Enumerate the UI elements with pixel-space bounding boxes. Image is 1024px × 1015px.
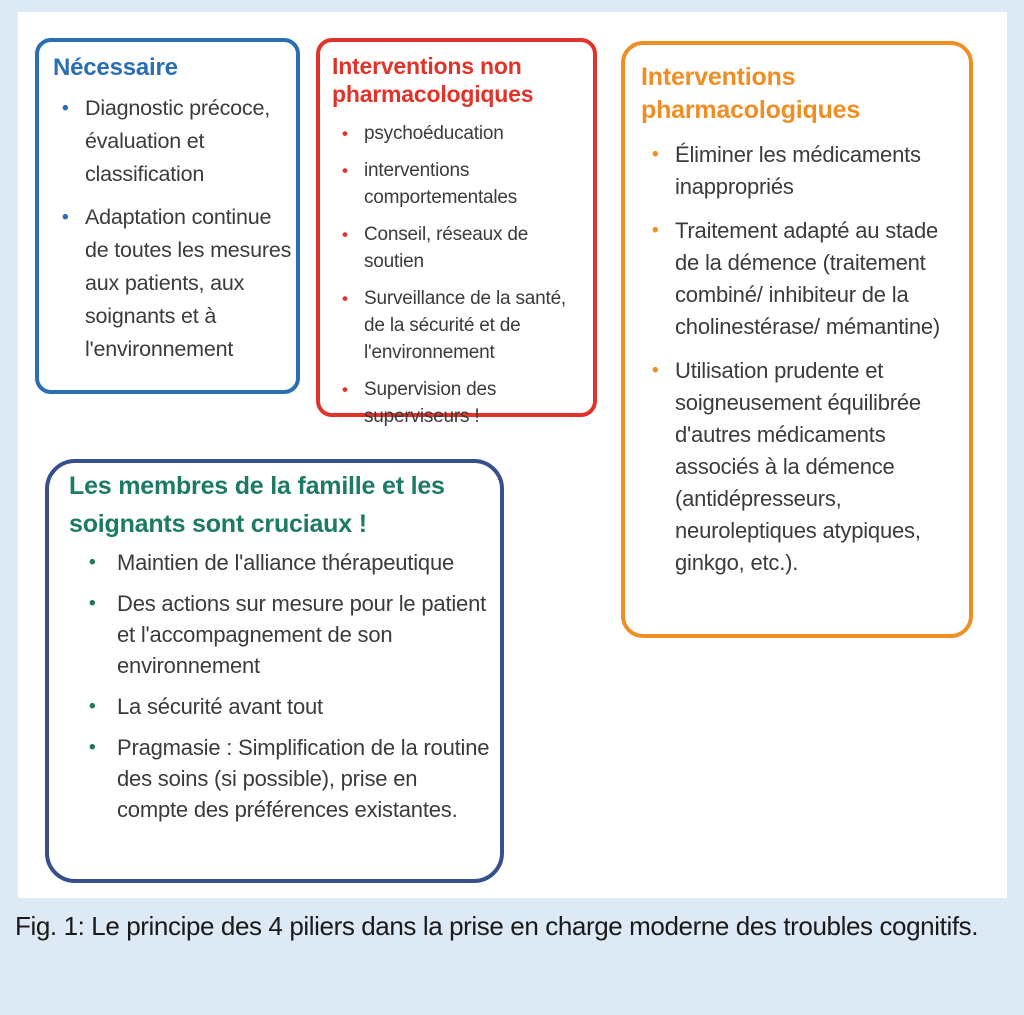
bullet-item: • Surveillance de la santé, de la sécurité et de l'environnement bbox=[330, 285, 591, 366]
pillar-box-pharmacological bbox=[621, 41, 973, 638]
pillar-box-non-pharmacological bbox=[316, 38, 597, 427]
bullet-item: • Conseil, réseaux de soutien bbox=[330, 221, 591, 275]
bullet-item: • Adaptation continue de toutes les mesures aux patients, aux soignants et à l'environnement bbox=[49, 201, 292, 366]
pillar-box-necessaire bbox=[35, 38, 300, 394]
pillar-title-necessaire: Nécessaire bbox=[53, 54, 178, 81]
pillar-bullet-list bbox=[67, 547, 492, 825]
bullet-item: • psychoéducation bbox=[330, 120, 591, 147]
bullet-item: • Éliminer les médicaments inappropriés bbox=[639, 139, 961, 203]
bullet-item: • Traitement adapté au stade de la démence (traitement combiné/ inhibiteur de la cholinestérase/ mémantine) bbox=[639, 215, 961, 343]
pillar-bullet-list bbox=[639, 139, 961, 579]
bullet-item: • Utilisation prudente et soigneusement équilibrée d'autres médicaments associés à la démence (antidépresseurs, neuroleptiques atypiques, ginkgo, etc.). bbox=[639, 355, 961, 579]
pillar-bullet-list bbox=[330, 120, 591, 430]
bullet-item: • Maintien de l'alliance thérapeutique bbox=[67, 547, 492, 578]
bullet-item: • Supervision des superviseurs ! bbox=[330, 376, 591, 430]
pillar-bullet-list bbox=[49, 92, 292, 366]
bullet-item: • Diagnostic précoce, évaluation et classification bbox=[49, 92, 292, 191]
bullet-item: • Des actions sur mesure pour le patient et l'accompagnement de son environnement bbox=[67, 588, 492, 681]
bullet-item: • La sécurité avant tout bbox=[67, 691, 492, 722]
figure-caption: Fig. 1: Le principe des 4 piliers dans la prise en charge moderne des troubles cognitifs. bbox=[15, 911, 979, 941]
pillar-box-family-caregivers bbox=[45, 459, 504, 883]
pillar-title-pharmacological: Interventions pharmacologiques bbox=[641, 63, 861, 124]
pillar-title-family-caregivers: Les membres de la famille et les soignants sont cruciaux ! bbox=[69, 472, 445, 538]
figure-canvas bbox=[18, 12, 1007, 898]
bullet-item: • Pragmasie : Simplification de la routine des soins (si possible), prise en compte des préférences existantes. bbox=[67, 732, 492, 825]
pillar-title-non-pharmacological: Interventions non pharmacologiques bbox=[332, 53, 534, 107]
bullet-item: • interventions comportementales bbox=[330, 157, 591, 211]
